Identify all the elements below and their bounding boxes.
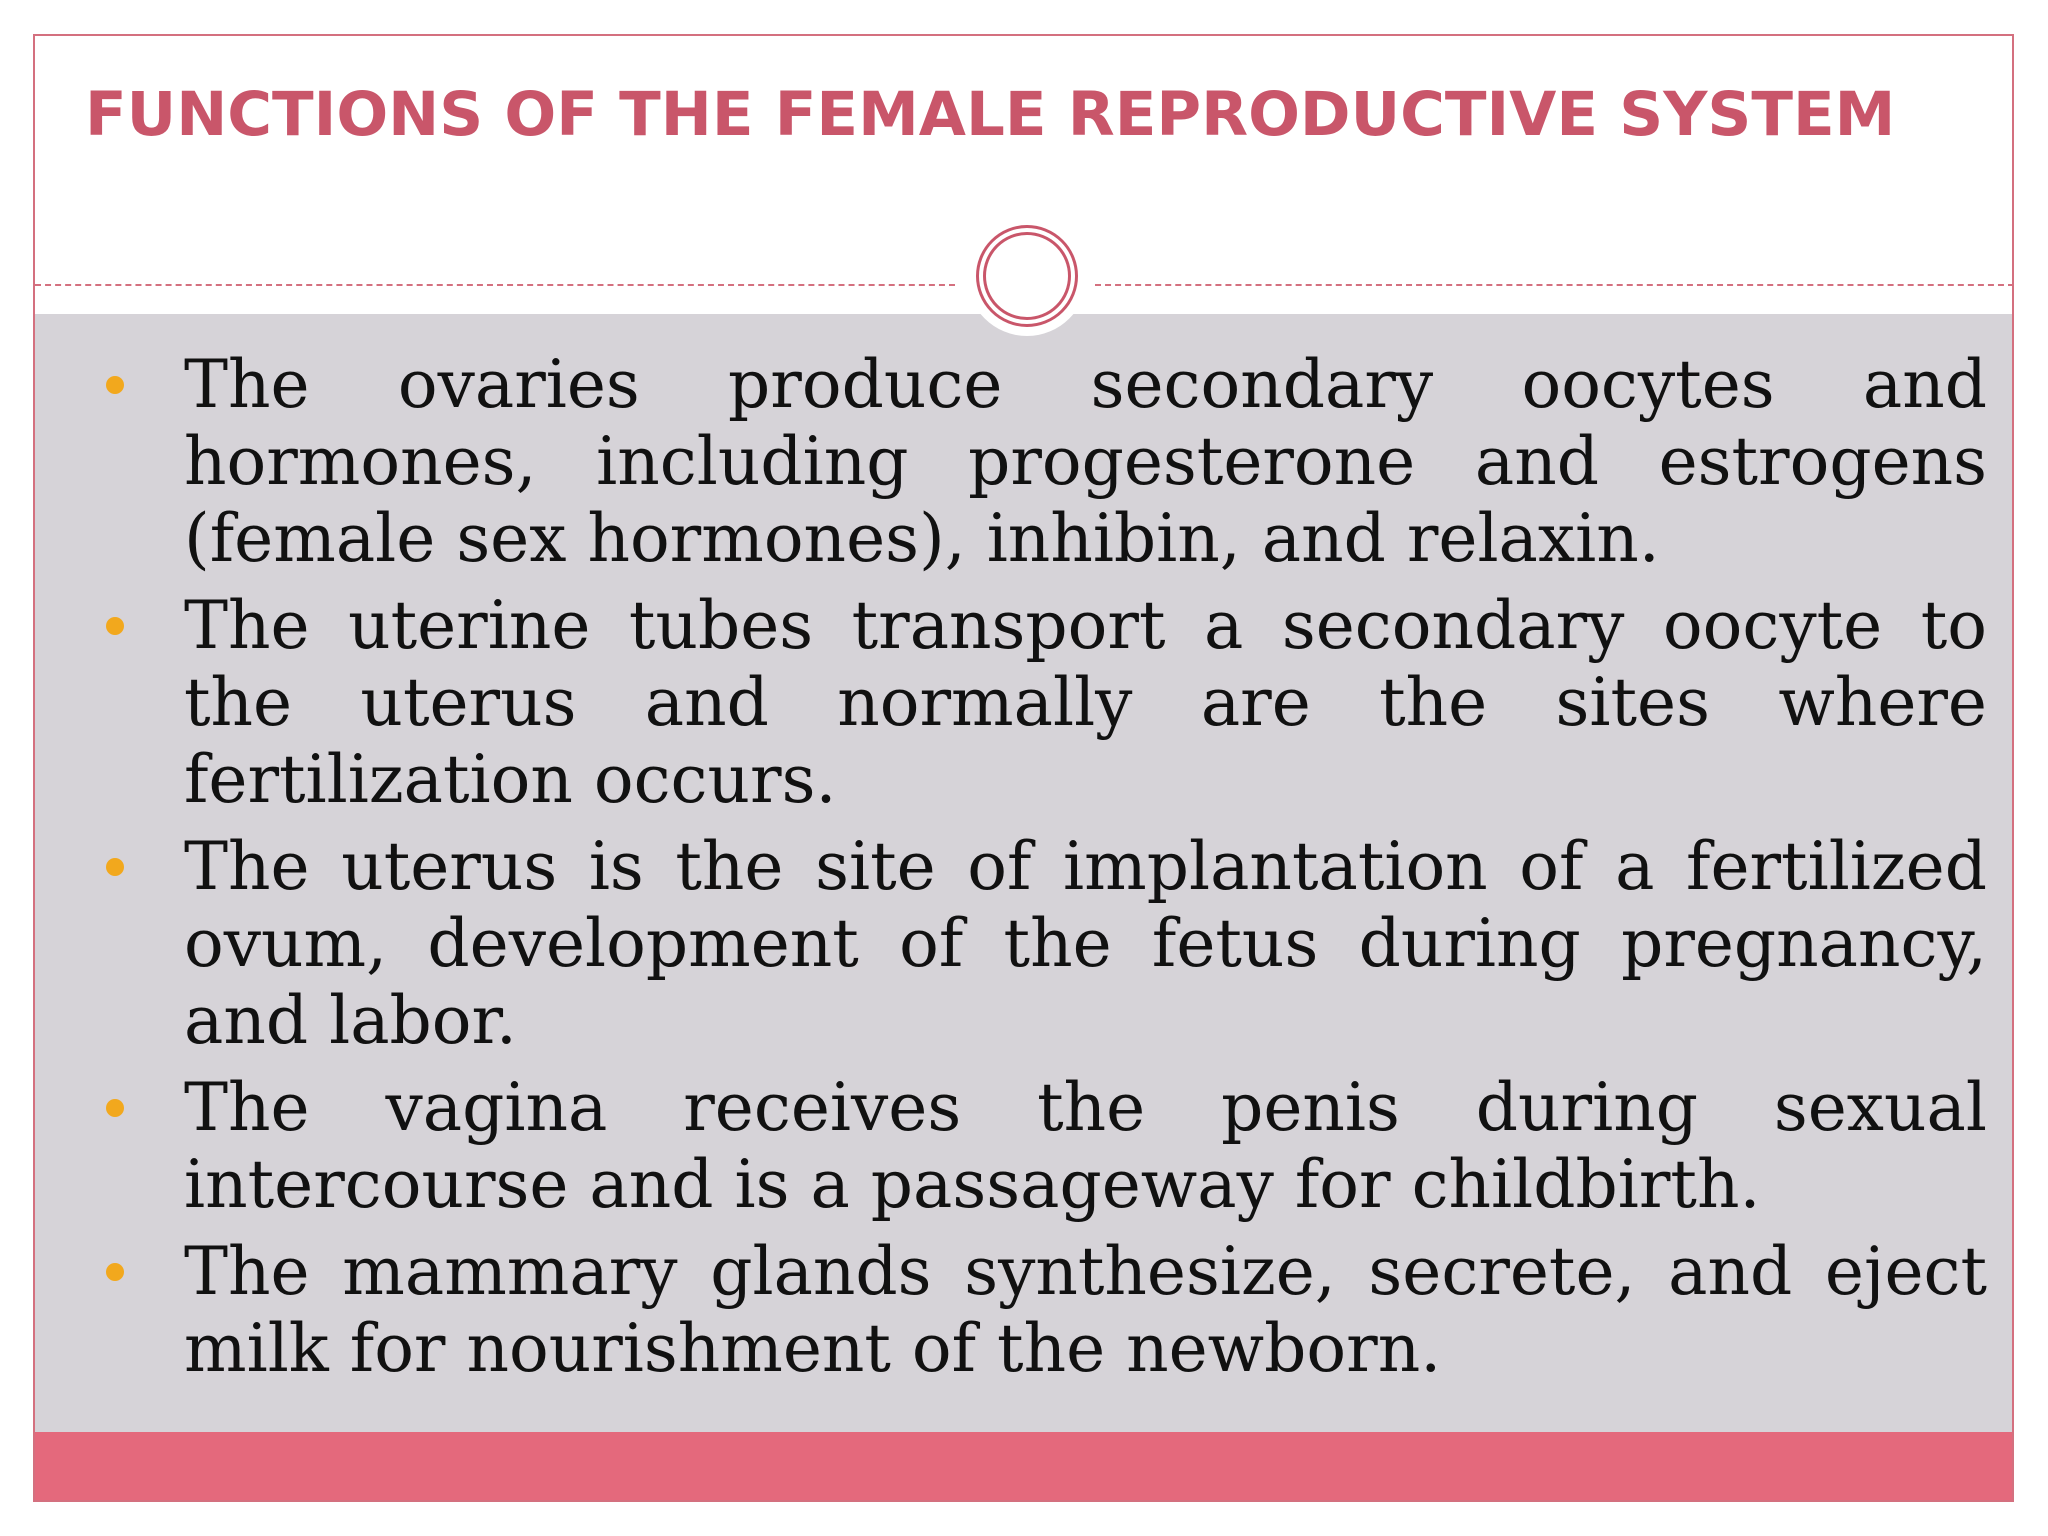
bullet-dot-icon [106, 1263, 124, 1281]
bullet-item-uterine-tubes [87, 587, 1987, 818]
divider-left [35, 284, 955, 286]
bullet-dot-icon [106, 376, 124, 394]
footer-bar [35, 1432, 2012, 1502]
bullet-item-uterus [87, 828, 1987, 1059]
bullet-text: The ovaries produce secondary oocytes and hormones, including progesterone and estrogens (female sex hormones), inhibin, and relaxin. [184, 346, 1987, 577]
bullet-item-mammary-glands [87, 1233, 1987, 1387]
circle-badge-inner-ring [983, 232, 1071, 320]
slide [33, 34, 2014, 1502]
divider-right [1095, 284, 2014, 286]
bullet-dot-icon [106, 617, 124, 635]
bullet-list [87, 346, 1987, 1397]
bullet-item-vagina [87, 1069, 1987, 1223]
bullet-dot-icon [106, 858, 124, 876]
bullet-item-ovaries [87, 346, 1987, 577]
bullet-text: The uterus is the site of implantation of a fertilized ovum, development of the fetus during pregnancy, and labor. [184, 828, 1987, 1059]
bullet-dot-icon [106, 1099, 124, 1117]
bullet-text: The uterine tubes transport a secondary oocyte to the uterus and normally are the sites where fertilization occurs. [184, 587, 1987, 818]
slide-title: FUNCTIONS OF THE FEMALE REPRODUCTIVE SYSTEM [85, 79, 1896, 150]
bullet-text: The vagina receives the penis during sexual intercourse and is a passageway for childbirth. [184, 1069, 1987, 1223]
bullet-text: The mammary glands synthesize, secrete, and eject milk for nourishment of the newborn. [184, 1233, 1987, 1387]
